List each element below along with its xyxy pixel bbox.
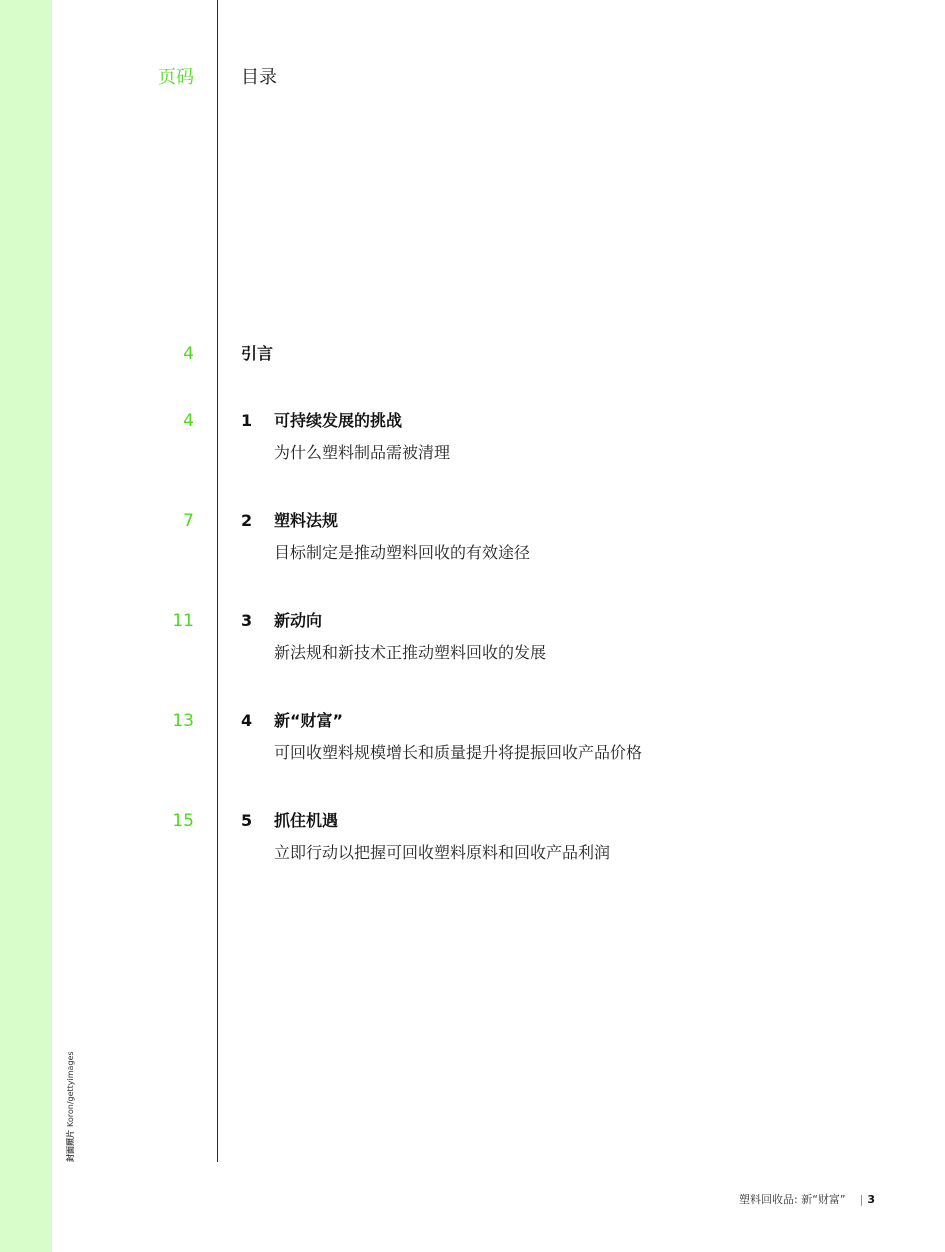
page-number: 7 — [183, 511, 194, 531]
section-title: 新动向 — [274, 611, 323, 630]
section-title: 引言 — [241, 344, 274, 363]
section-title: 抓住机遇 — [274, 811, 339, 830]
section-number: 5 — [241, 811, 253, 830]
footer-page-number: 3 — [867, 1193, 875, 1206]
photo-credit-source: Koron/gettyimages — [66, 1051, 75, 1127]
page-footer — [739, 1193, 875, 1207]
section-subtitle: 为什么塑料制品需被清理 — [274, 443, 451, 462]
toc-entry-1[interactable] — [0, 410, 945, 490]
section-number: 3 — [241, 611, 253, 630]
toc-entry-2[interactable] — [0, 510, 945, 590]
photo-credit — [66, 1051, 76, 1162]
page-number: 13 — [172, 711, 194, 731]
page-title: 目录 — [241, 67, 277, 88]
section-subtitle: 可回收塑料规模增长和质量提升将提振回收产品价格 — [274, 743, 643, 762]
toc-entry-3[interactable] — [0, 610, 945, 690]
section-title: 塑料法规 — [274, 511, 339, 530]
footer-doc-title: 塑料回收品: 新“财富” — [739, 1193, 846, 1206]
page-number: 15 — [172, 811, 194, 831]
section-title: 可持续发展的挑战 — [274, 411, 403, 430]
section-subtitle: 新法规和新技术正推动塑料回收的发展 — [274, 643, 547, 662]
toc-entry-5[interactable] — [0, 810, 945, 890]
page-number: 4 — [183, 411, 194, 431]
toc-entry-4[interactable] — [0, 710, 945, 790]
footer-separator: | — [859, 1193, 864, 1206]
section-number: 2 — [241, 511, 253, 530]
page-column-label: 页码 — [158, 67, 194, 88]
page-number: 11 — [172, 611, 194, 631]
section-subtitle: 目标制定是推动塑料回收的有效途径 — [274, 543, 531, 562]
photo-credit-label: 封面照片 — [66, 1130, 75, 1162]
section-subtitle: 立即行动以把握可回收塑料原料和回收产品利润 — [274, 843, 611, 862]
section-number: 1 — [241, 411, 253, 430]
page-number: 4 — [183, 344, 194, 364]
section-title: 新“财富” — [274, 711, 344, 730]
section-number: 4 — [241, 711, 253, 730]
